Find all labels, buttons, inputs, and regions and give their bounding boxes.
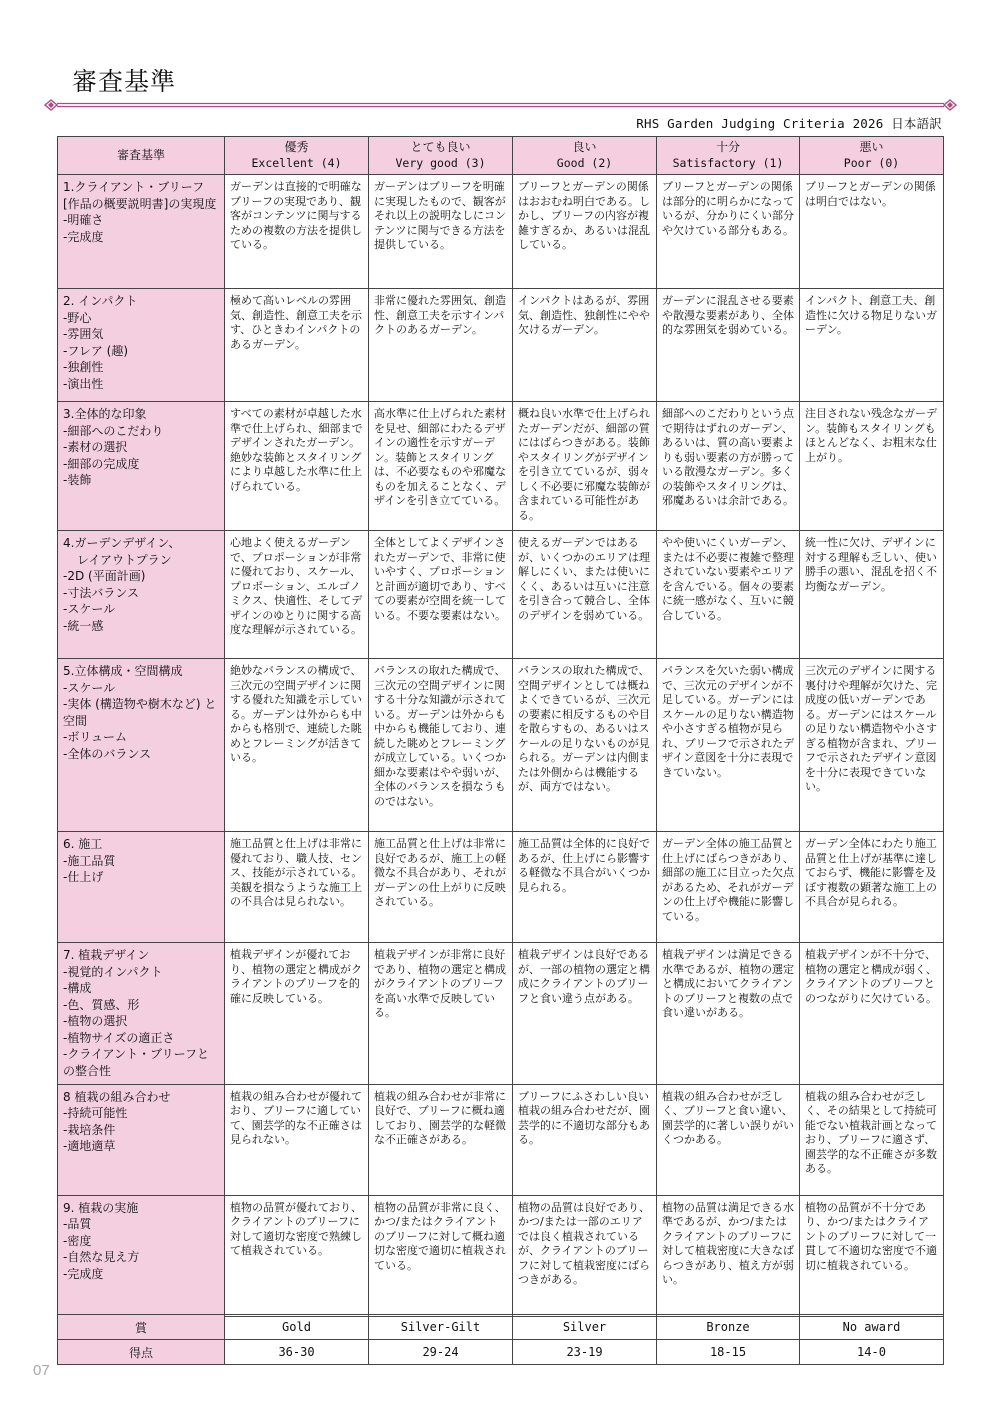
rating-description-cell: 植栽の組み合わせが乏しく、ブリーフと食い違い、園芸学的に著しい誤りがいくつかある。 bbox=[657, 1084, 800, 1195]
criterion-subitem: -独創性 bbox=[63, 360, 104, 375]
award-gold: Gold bbox=[225, 1315, 369, 1340]
rating-description-cell: 絶妙なバランスの構成で、三次元の空間デザインに関する優れた知識を示している。ガーデンは外からも中からも格別で、連続した眺めとフレーミングが活きている。 bbox=[225, 659, 369, 832]
criteria-row bbox=[58, 289, 944, 402]
criterion-title: 8 植栽の組み合わせ bbox=[63, 1089, 171, 1104]
criterion-subitem: -ボリューム bbox=[63, 730, 127, 745]
rating-description-cell: バランスの取れた構成で、三次元の空間デザインに関する十分な知識が示されている。ガーデンは外からも中からも機能しており、連続した眺めとフレーミングが成立している。いくつか細かな要素はやや弱いが、全体のバランスを損なうものではない。 bbox=[369, 659, 513, 832]
criterion-subitem: -雰囲気 bbox=[63, 327, 104, 342]
criterion-title: 7. 植栽デザイン bbox=[63, 948, 150, 963]
criterion-cell bbox=[58, 943, 225, 1084]
rating-description-cell: 植物の品質が優れており、クライアントのブリーフに対して適切な密度で熟練して植栽されている。 bbox=[225, 1195, 369, 1316]
criterion-subitem: -スケール bbox=[63, 680, 116, 695]
rating-description-cell: 植栽の組み合わせが非常に良好で、ブリーフに概ね適しており、園芸学的な軽微な不正確さがある。 bbox=[369, 1084, 513, 1195]
rating-description-cell: 施工品質と仕上げは非常に優れており、職人技、センス、技能が示されている。美観を損なうような施工上の不具合は見られない。 bbox=[225, 832, 369, 943]
criterion-subitem: -全体のバランス bbox=[63, 746, 151, 761]
criterion-cell bbox=[58, 1084, 225, 1195]
criteria-table bbox=[57, 136, 944, 1317]
criterion-subitem: -持続可能性 bbox=[63, 1106, 128, 1121]
rating-description-cell: 植栽の組み合わせが乏しく、その結果として持続可能でない植栽計画となっており、ブリーフに適さず、園芸学的な不正確さが多数ある。 bbox=[800, 1084, 944, 1195]
criterion-subitem: -細部へのこだわり bbox=[63, 423, 164, 438]
criterion-cell bbox=[58, 832, 225, 943]
criterion-subitem: -明確さ bbox=[63, 213, 104, 228]
criteria-row bbox=[58, 531, 944, 659]
criteria-row bbox=[58, 1084, 944, 1195]
rating-description-cell: 統一性に欠け、デザインに対する理解も乏しい、使い勝手の悪い、混乱を招く不均衡なガーデン。 bbox=[800, 531, 944, 659]
rating-description-cell: ガーデンに混乱させる要素や散漫な要素があり、全体的な雰囲気を弱めている。 bbox=[657, 289, 800, 402]
criterion-title: 6. 施工 bbox=[63, 837, 103, 852]
rating-description-cell: インパクト、創意工夫、創造性に欠ける物足りないガーデン。 bbox=[800, 289, 944, 402]
criterion-subitem: -栽培条件 bbox=[63, 1122, 116, 1137]
criteria-row bbox=[58, 1195, 944, 1316]
criterion-subitem: -密度 bbox=[63, 1233, 92, 1248]
level-header-very-good: とても良い Very good (3) bbox=[369, 137, 513, 175]
criterion-cell bbox=[58, 531, 225, 659]
criterion-title: 1.クライアント・ブリーフ[作品の概要説明書]の実現度 bbox=[63, 180, 217, 211]
rating-description-cell: インパクトはあるが、雰囲気、創造性、独創性にやや欠けるガーデン。 bbox=[513, 289, 657, 402]
level-header-satisfactory: 十分 Satisfactory (1) bbox=[657, 137, 800, 175]
criterion-subitem: -フレア (趣) bbox=[63, 343, 129, 358]
rating-description-cell: バランスを欠いた弱い構成で、三次元のデザインが不足している。ガーデンにはスケールの足りない構造物や小さすぎる植物が見られ、ブリーフで示されたデザイン意図を十分に表現できていない。 bbox=[657, 659, 800, 832]
page-number: 07 bbox=[33, 1362, 50, 1379]
rating-description-cell: やや使いにくいガーデン、または不必要に複雑で整理されていない要素やエリアを含んでいる。個々の要素に統一感がなく、互いに競合している。 bbox=[657, 531, 800, 659]
criterion-subitem: -スケール bbox=[63, 602, 116, 617]
criterion-subitem: レイアウトプラン bbox=[77, 552, 172, 567]
criterion-subitem: -施工品質 bbox=[63, 853, 116, 868]
criterion-cell bbox=[58, 659, 225, 832]
criterion-subitem: -クライアント・ブリーフとの整合性 bbox=[63, 1047, 210, 1079]
award-table bbox=[57, 1314, 944, 1365]
criterion-subitem: -仕上げ bbox=[63, 870, 104, 885]
score-label: 得点 bbox=[58, 1340, 225, 1365]
criterion-cell bbox=[58, 289, 225, 402]
criterion-subitem: -色、質感、形 bbox=[63, 997, 140, 1012]
level-header-good: 良い Good (2) bbox=[513, 137, 657, 175]
criterion-subitem: -完成度 bbox=[63, 229, 104, 244]
rating-description-cell: ガーデンは直接的で明確なブリーフの実現であり、観客がコンテンツに関与するための複数の方法を提供している。 bbox=[225, 175, 369, 289]
rating-description-cell: 植物の品質が非常に良く、かつ/またはクライアントのブリーフに対して概ね適切な密度で適切に植栽されている。 bbox=[369, 1195, 513, 1316]
award-silver: Silver bbox=[513, 1315, 657, 1340]
document-subtitle: RHS Garden Judging Criteria 2026 日本語訳 bbox=[636, 116, 942, 131]
title-divider bbox=[44, 98, 957, 112]
rating-description-cell: ブリーフとガーデンの関係は明白ではない。 bbox=[800, 175, 944, 289]
criterion-cell bbox=[58, 402, 225, 531]
level-header-excellent: 優秀 Excellent (4) bbox=[225, 137, 369, 175]
criterion-title: 9. 植栽の実施 bbox=[63, 1200, 139, 1215]
criterion-subitem: -視覚的インパクト bbox=[63, 964, 163, 979]
rating-description-cell: 非常に優れた雰囲気、創造性、創意工夫を示すインパクトのあるガーデン。 bbox=[369, 289, 513, 402]
award-none: No award bbox=[800, 1315, 944, 1340]
rating-description-cell: 施工品質と仕上げは非常に良好であるが、施工上の軽微な不具合があり、それがガーデンの仕上がりに反映されている。 bbox=[369, 832, 513, 943]
rating-description-cell: 三次元のデザインに関する裏付けや理解が欠けた、完成度の低いガーデンである。ガーデンにはスケールの足りない構造物や小さすぎる植物が含まれ、ブリーフで示されたデザイン意図を十分に表現できていない。 bbox=[800, 659, 944, 832]
criterion-title: 5.立体構成・空間構成 bbox=[63, 664, 183, 679]
page-title: 審査基準 bbox=[72, 67, 177, 96]
rating-description-cell: 心地よく使えるガーデンで、プロポーションが非常に優れており、スケール、プロポーション、エルゴノミクス、快適性、そしてデザインのゆとりに関する高度な理解が示されている。 bbox=[225, 531, 369, 659]
rating-description-cell: 施工品質は全体的に良好であるが、仕上げにら影響する軽微な不具合がいくつか見られる。 bbox=[513, 832, 657, 943]
rating-description-cell: 概ね良い水準で仕上げられたガーデンだが、細部の質にはばらつきがある。装飾やスタイリングがデザインを引き立てているが、弱々しく不必要に邪魔な装飾が含まれている可能性がある。 bbox=[513, 402, 657, 531]
criterion-subitem: -素材の選択 bbox=[63, 440, 128, 455]
criterion-subitem: -完成度 bbox=[63, 1266, 104, 1281]
criterion-title: 3.全体的な印象 bbox=[63, 407, 147, 422]
criterion-title: 4.ガーデンデザイン、 bbox=[63, 536, 181, 551]
criterion-title: 2. インパクト bbox=[63, 294, 138, 309]
criterion-subitem: -適地適草 bbox=[63, 1139, 116, 1154]
rating-description-cell: 細部へのこだわりという点で期待はずれのガーデン、あるいは、質の高い要素よりも弱い要素の方が勝っている散漫なガーデン。多くの装飾やスタイリングは、邪魔あるいは余計である。 bbox=[657, 402, 800, 531]
criterion-subitem: -自然な見え方 bbox=[63, 1250, 140, 1265]
rating-description-cell: 極めて高いレベルの雰囲気、創造性、創意工夫を示す、ひときわインパクトのあるガーデン。 bbox=[225, 289, 369, 402]
rating-description-cell: すべての素材が卓越した水準で仕上げられ、細部までデザインされたガーデン。絶妙な装飾とスタイリングにより卓越した水準に仕上げられている。 bbox=[225, 402, 369, 531]
criterion-subitem: -構成 bbox=[63, 981, 92, 996]
rating-description-cell: 注目されない残念なガーデン。装飾もスタイリングもほとんどなく、お粗末な仕上がり。 bbox=[800, 402, 944, 531]
rating-description-cell: ガーデンはブリーフを明確に実現したもので、観客がそれ以上の説明なしにコンテンツに関与できる方法を提供している。 bbox=[369, 175, 513, 289]
rating-description-cell: バランスの取れた構成で、空間デザインとしては概ねよくできているが、三次元の要素に相反するものや目を散らすもの、あるいはスケールの足りないものが見られる。ガーデンは内側または外側からは機能するが、両方ではない。 bbox=[513, 659, 657, 832]
award-row bbox=[58, 1315, 944, 1340]
score-row bbox=[58, 1340, 944, 1365]
criterion-subitem: -統一感 bbox=[63, 618, 104, 633]
criteria-row bbox=[58, 175, 944, 289]
rating-description-cell: 植物の品質は良好であり、かつ/または一部のエリアでは良く植栽されているが、クライアントのブリーフに対して植栽密度にばらつきがある。 bbox=[513, 1195, 657, 1316]
rating-description-cell: 植栽デザインが優れており、植物の選定と構成がクライアントのブリーフを的確に反映している。 bbox=[225, 943, 369, 1084]
rating-description-cell: 植物の品質が不十分であり、かつ/またはクライアントのブリーフに対して一貫して不適切な密度で不適切に植栽されている。 bbox=[800, 1195, 944, 1316]
award-bronze: Bronze bbox=[657, 1315, 800, 1340]
criterion-subitem: -装飾 bbox=[63, 473, 92, 488]
criteria-header: 審査基準 bbox=[58, 137, 225, 175]
rating-description-cell: 使えるガーデンではあるが、いくつかのエリアは理解しにくい、または使いにくく、あるいは互いに注意を引き合って競合し、全体のデザインを弱めている。 bbox=[513, 531, 657, 659]
rating-description-cell: ガーデン全体にわたり施工品質と仕上げが基準に達しておらず、機能に影響を及ぼす複数の顕著な施工上の不具合が見られる。 bbox=[800, 832, 944, 943]
criteria-row bbox=[58, 943, 944, 1084]
criterion-subitem: -品質 bbox=[63, 1217, 92, 1232]
score-silver: 23-19 bbox=[513, 1340, 657, 1365]
header-row bbox=[58, 137, 944, 175]
criterion-subitem: -演出性 bbox=[63, 376, 104, 391]
criteria-row bbox=[58, 832, 944, 943]
rating-description-cell: 植栽デザインは良好であるが、一部の植物の選定と構成にクライアントのブリーフと食い違う点がある。 bbox=[513, 943, 657, 1084]
criterion-subitem: -野心 bbox=[63, 310, 92, 325]
criterion-cell bbox=[58, 1195, 225, 1316]
rating-description-cell: 全体としてよくデザインされたガーデンで、非常に使いやすく、プロポーションと計画が適切であり、すべての要素が空間を統一している。不要な要素はない。 bbox=[369, 531, 513, 659]
rating-description-cell: 植物の品質は満足できる水準であるが、かつ/またはクライアントのブリーフに対して植栽密度に大きなばらつきがあり、植え方が弱い。 bbox=[657, 1195, 800, 1316]
score-gold: 36-30 bbox=[225, 1340, 369, 1365]
rating-description-cell: 植栽デザインは満足できる水準であるが、植物の選定と構成においてクライアントのブリーフと複数の点で食い違いがある。 bbox=[657, 943, 800, 1084]
rating-description-cell: 植栽デザインが非常に良好であり、植物の選定と構成がクライアントのブリーフを高い水準で反映している。 bbox=[369, 943, 513, 1084]
rating-description-cell: ブリーフとガーデンの関係はおおむね明白である。しかし、ブリーフの内容が複雑すぎるか、あるいは混乱している。 bbox=[513, 175, 657, 289]
award-label: 賞 bbox=[58, 1315, 225, 1340]
criteria-row bbox=[58, 402, 944, 531]
score-none: 14-0 bbox=[800, 1340, 944, 1365]
rating-description-cell: 植栽デザインが不十分で、植物の選定と構成が弱く、クライアントのブリーフとのつながりに欠けている。 bbox=[800, 943, 944, 1084]
rating-description-cell: 高水準に仕上げられた素材を見せ、細部にわたるデザインの適性を示すガーデン。装飾とスタイリングは、不必要なものや邪魔なものを加えることなく、デザインを引き立てている。 bbox=[369, 402, 513, 531]
criteria-row bbox=[58, 659, 944, 832]
criterion-subitem: -植物サイズの適正さ bbox=[63, 1030, 175, 1045]
rating-description-cell: ブリーフにふさわしい良い植栽の組み合わせだが、園芸学的に不適切な部分もある。 bbox=[513, 1084, 657, 1195]
award-silver-gilt: Silver-Gilt bbox=[369, 1315, 513, 1340]
criterion-cell bbox=[58, 175, 225, 289]
criterion-subitem: -寸法バランス bbox=[63, 585, 139, 600]
level-header-poor: 悪い Poor (0) bbox=[800, 137, 944, 175]
criterion-subitem: -2D (平面計画) bbox=[63, 569, 146, 584]
criterion-subitem: -植物の選択 bbox=[63, 1014, 128, 1029]
rating-description-cell: 植栽の組み合わせが優れており、ブリーフに適していて、園芸学的な不正確さは見られない。 bbox=[225, 1084, 369, 1195]
criterion-subitem: -実体 (構造物や樹木など) と空間 bbox=[63, 697, 217, 728]
score-bronze: 18-15 bbox=[657, 1340, 800, 1365]
rating-description-cell: ブリーフとガーデンの関係は部分的に明らかになっているが、分かりにくい部分や欠けている部分もある。 bbox=[657, 175, 800, 289]
criterion-subitem: -細部の完成度 bbox=[63, 456, 140, 471]
rating-description-cell: ガーデン全体の施工品質と仕上げにばらつきがあり、細部の施工に目立った欠点があるため、それがガーデンの仕上げや機能に影響している。 bbox=[657, 832, 800, 943]
score-silver-gilt: 29-24 bbox=[369, 1340, 513, 1365]
